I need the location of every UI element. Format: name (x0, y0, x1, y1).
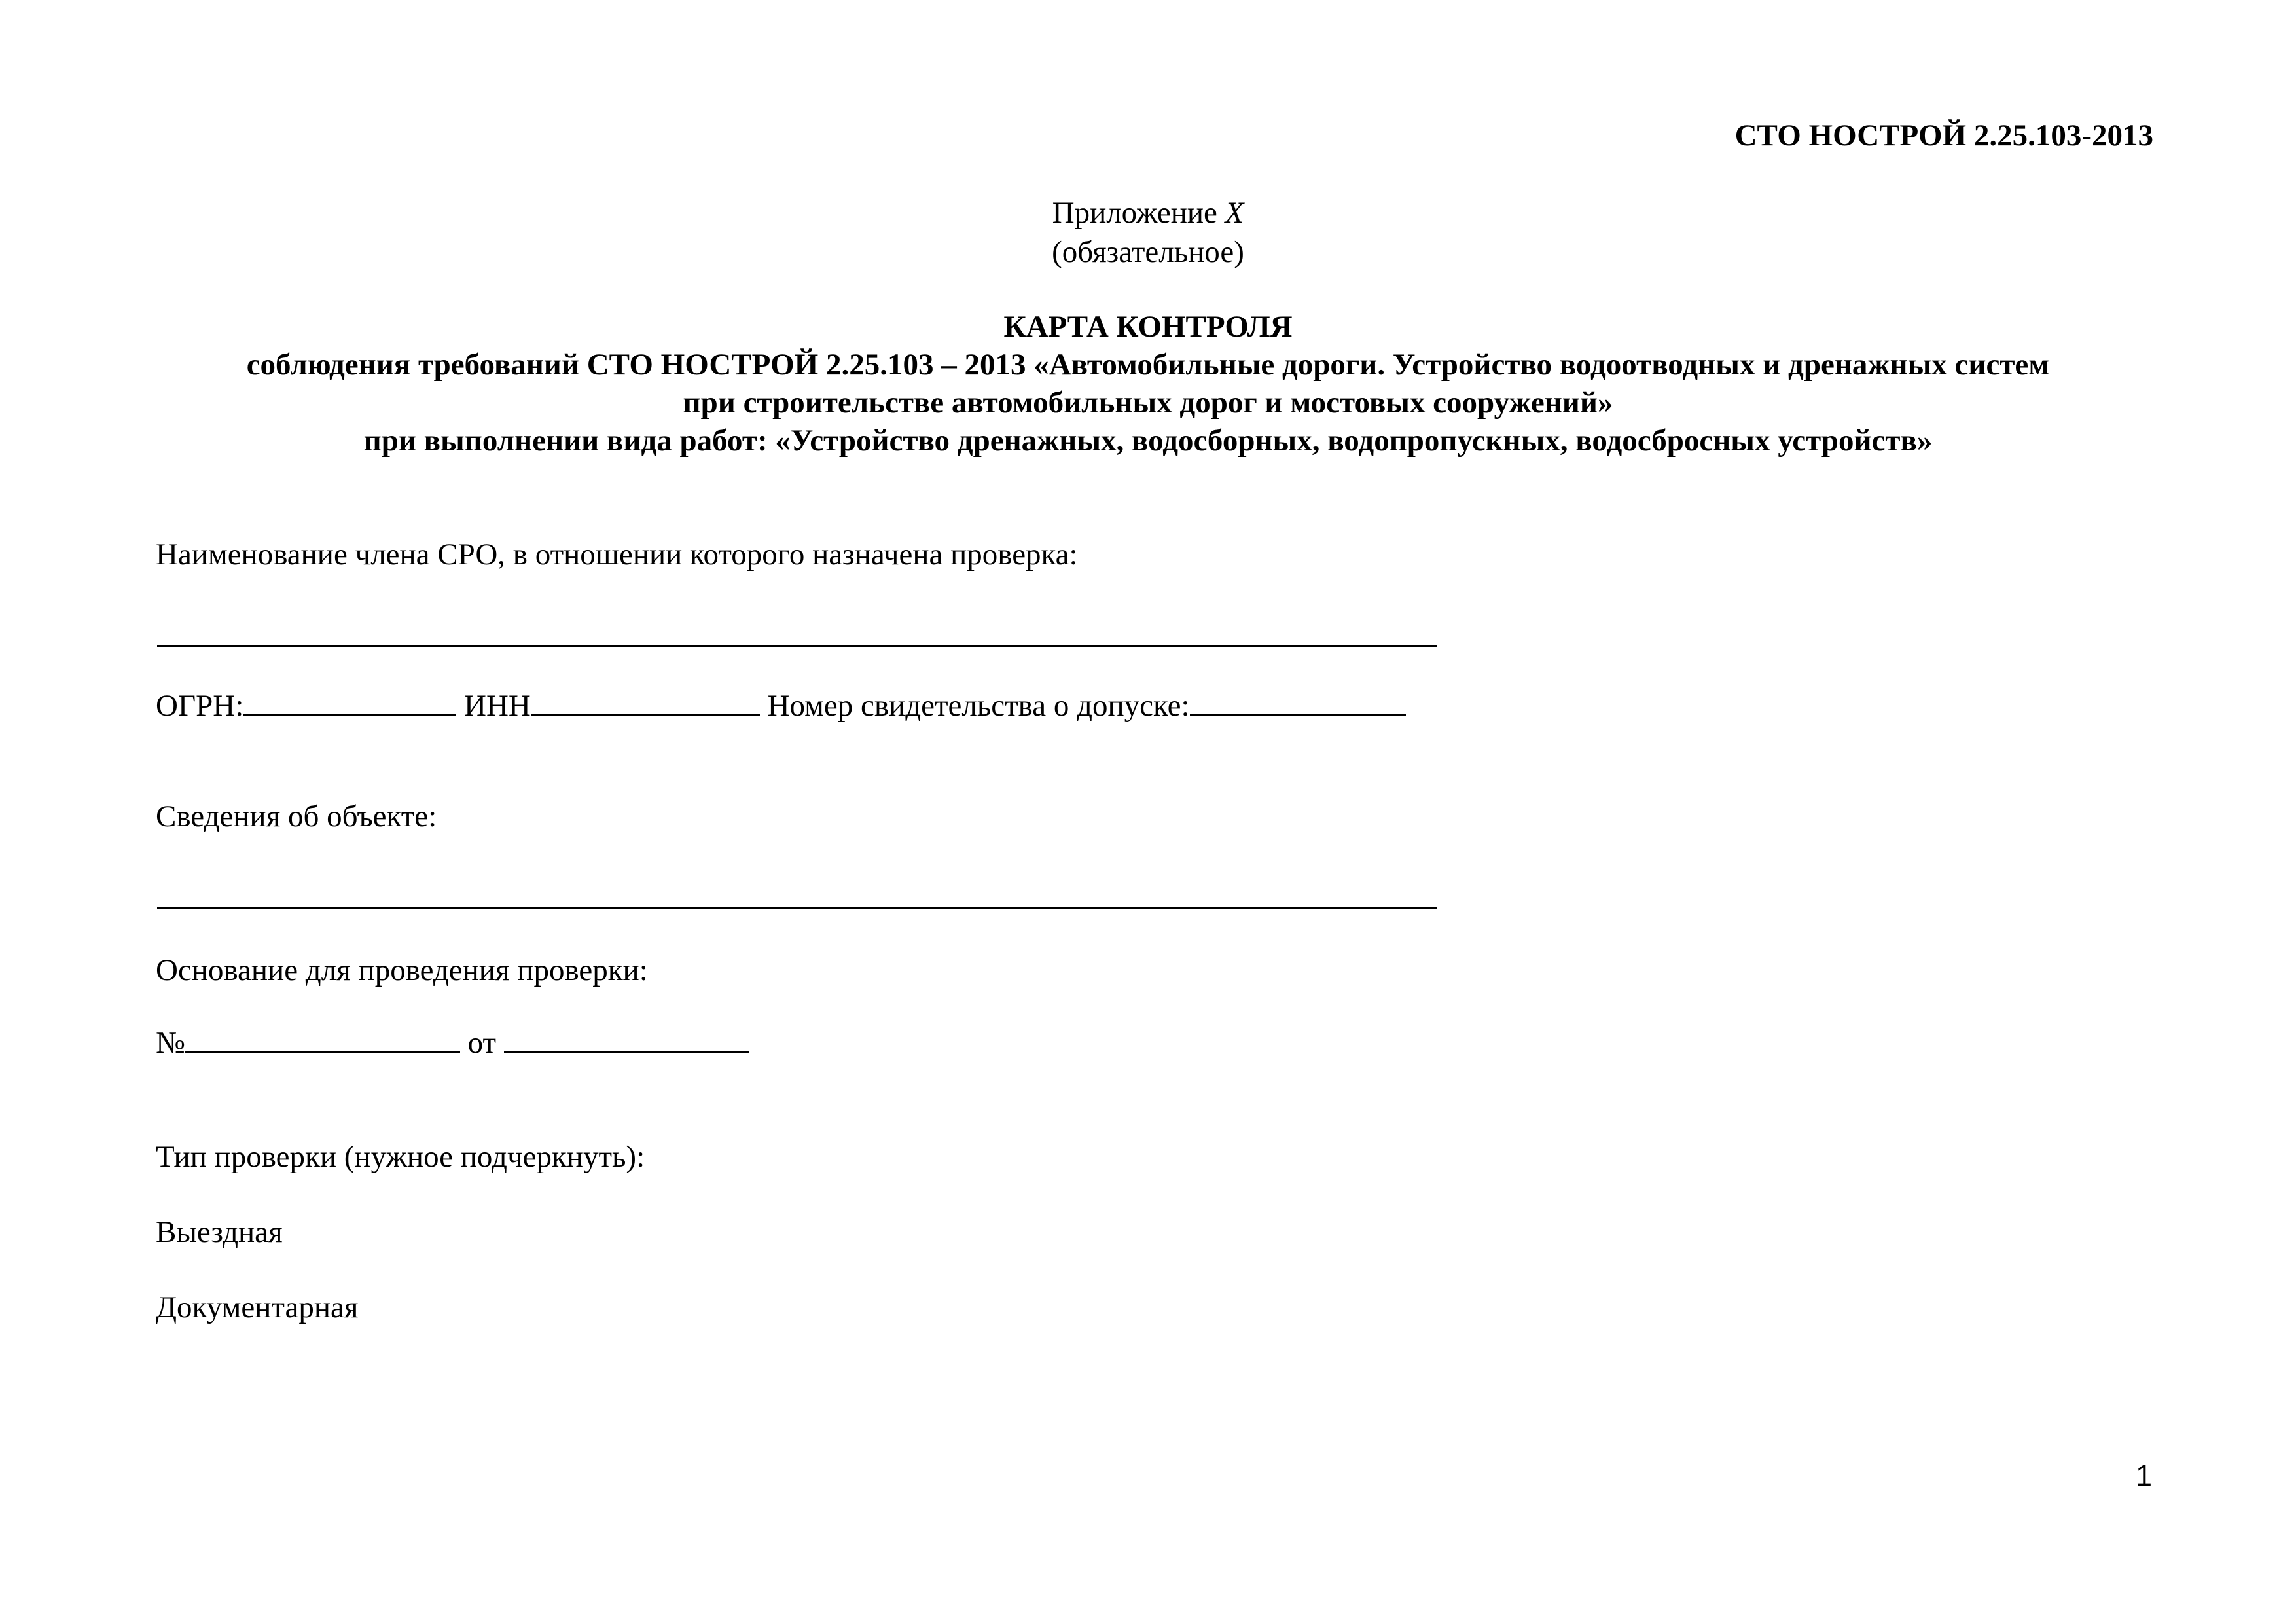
document-title (0, 308, 2296, 460)
member-name-label: Наименование члена СРО, в отношении которого назначена проверка: (156, 538, 1078, 572)
basis-label: Основание для проведения проверки: (156, 953, 648, 987)
basis-number-blank[interactable] (185, 1025, 460, 1053)
basis-number-row (156, 1025, 749, 1061)
title-line-4: при выполнении вида работ: «Устройство дренажных, водосборных, водопропускных, водосбросных устройств» (363, 424, 1933, 458)
number-sign: № (156, 1026, 185, 1060)
object-info-label: Сведения об объекте: (156, 799, 437, 833)
from-label: от (467, 1026, 497, 1060)
appendix-title (0, 193, 2296, 232)
basis-date-blank[interactable] (504, 1025, 749, 1053)
appendix-letter: X (1225, 196, 1244, 230)
ogrn-inn-certificate-row (156, 687, 1406, 723)
ogrn-blank[interactable] (243, 687, 456, 716)
object-info-blank[interactable] (157, 907, 1437, 909)
appendix-heading (0, 193, 2296, 272)
appendix-status: (обязательное) (1052, 235, 1244, 269)
title-line-1: КАРТА КОНТРОЛЯ (1003, 310, 1293, 344)
check-type-option-documentary[interactable]: Документарная (156, 1290, 359, 1324)
certificate-blank[interactable] (1190, 687, 1406, 716)
page-number: 1 (2135, 1459, 2152, 1492)
ogrn-label: ОГРН: (156, 689, 244, 723)
appendix-label: Приложение (1052, 196, 1217, 230)
check-type-label: Тип проверки (нужное подчеркнуть): (156, 1140, 645, 1174)
document-code: СТО НОСТРОЙ 2.25.103-2013 (1734, 119, 2153, 153)
title-line-3: при строительстве автомобильных дорог и мостовых сооружений» (683, 386, 1613, 420)
certificate-label: Номер свидетельства о допуске: (767, 689, 1190, 723)
inn-label: ИНН (464, 689, 531, 723)
check-type-option-onsite[interactable]: Выездная (156, 1215, 283, 1249)
title-line-2: соблюдения требований СТО НОСТРОЙ 2.25.103 – 2013 «Автомобильные дороги. Устройство водоотводных и дренажных систем (246, 348, 2050, 382)
inn-blank[interactable] (531, 687, 760, 716)
member-name-blank[interactable] (157, 645, 1437, 647)
